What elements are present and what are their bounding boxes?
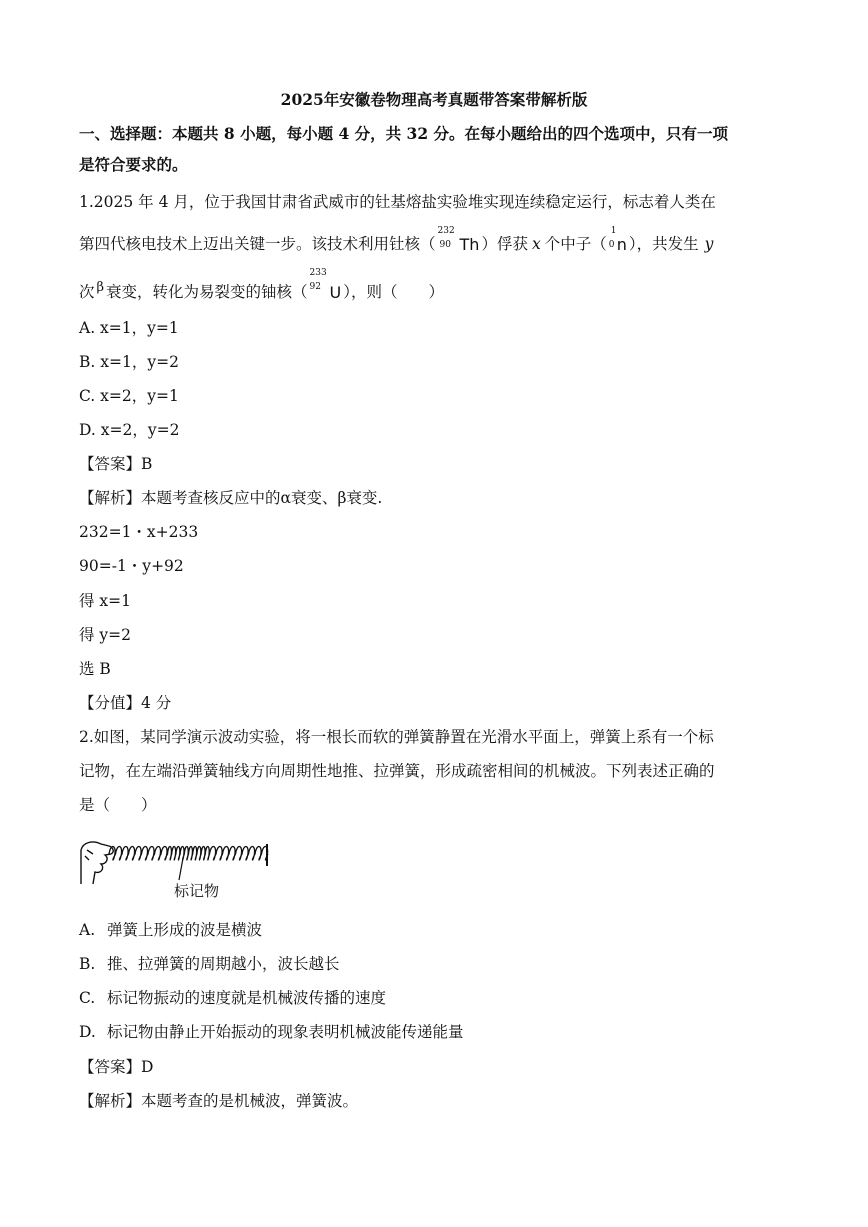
neutron-symbol: n	[616, 235, 627, 254]
q1-answer: 【答案】B	[79, 455, 153, 473]
q1-option-d: D. x=2，y=2	[79, 421, 180, 439]
neutron-charge-number: 0	[608, 240, 615, 250]
thorium-mass-number: 232	[437, 226, 455, 236]
thorium-charge-number: 90	[439, 240, 451, 250]
q2-option-d-text: 标记物由静止开始振动的现象表明机械波能传递能量	[107, 1023, 464, 1041]
q2-option-c	[79, 988, 386, 1008]
section-heading-line-1: 一、选择题：本题共 8 小题，每小题 4 分，共 32 分。在每小题给出的四个选项中，只有一项	[79, 124, 729, 143]
q1-line-3	[79, 268, 445, 304]
q1-result-x: 得 x=1	[79, 592, 132, 610]
q1-analysis: 【解析】本题考查核反应中的α衰变、β衰变.	[79, 489, 383, 507]
beta-symbol: β	[96, 280, 105, 295]
section-heading-line-2: 是符合要求的。	[79, 155, 188, 174]
q1-option-c: C. x=2，y=1	[79, 387, 179, 405]
thorium-symbol: Th	[459, 235, 480, 254]
q2-option-d	[79, 1022, 464, 1042]
q1-score: 【分值】4 分	[79, 694, 172, 712]
variable-x: x	[531, 235, 541, 253]
spring-coil	[109, 847, 268, 861]
q1-line-2	[79, 226, 714, 255]
q2-option-b-text: 推、拉弹簧的周期越小，波长越长	[107, 955, 340, 973]
q1-line-3-part-b: 衰变，转化为易裂变的铀核（	[106, 283, 308, 301]
q2-option-b-label: B.	[79, 955, 96, 973]
q1-result-y: 得 y=2	[79, 626, 132, 644]
page-title: 2025年安徽卷物理高考真题带答案带解析版	[280, 90, 588, 109]
marker-pointer-line	[179, 858, 183, 880]
marker-label: 标记物	[174, 882, 220, 900]
uranium-mass-number: 233	[309, 268, 327, 278]
q1-equation-1: 232=1・x+233	[79, 523, 199, 541]
q2-option-a-label: A.	[79, 921, 96, 939]
q1-line-2-part-c: 个中子（	[544, 235, 607, 253]
q1-line-2-part-a: 第四代核电技术上迈出关键一步。该技术利用钍核（	[79, 235, 436, 253]
variable-y: y	[704, 235, 714, 253]
q2-line-2: 记物，在左端沿弹簧轴线方向周期性地推、拉弹簧，形成疏密相间的机械波。下列表述正确的	[79, 762, 715, 780]
uranium-symbol: U	[329, 283, 342, 302]
q1-line-3-part-a: 次	[79, 283, 95, 301]
neutron-mass-number: 1	[610, 226, 617, 236]
q2-analysis: 【解析】本题考查的是机械波，弹簧波。	[79, 1092, 359, 1110]
thorium-nucleus	[437, 226, 480, 255]
q2-option-c-label: C.	[79, 989, 96, 1007]
q2-line-3: 是（ ）	[79, 796, 157, 814]
uranium-charge-number: 92	[309, 282, 321, 292]
q2-option-c-text: 标记物振动的速度就是机械波传播的速度	[107, 989, 387, 1007]
q1-option-b: B. x=1，y=2	[79, 353, 179, 371]
q1-line-1: 1.2025 年 4 月，位于我国甘肃省武威市的钍基熔盐实验堆实现连续稳定运行，标志着人类在	[79, 193, 716, 211]
neutron	[608, 226, 627, 255]
uranium-nucleus	[309, 268, 342, 303]
hand-drawing	[81, 842, 113, 884]
q2-option-b	[79, 954, 340, 974]
q1-line-3-part-c: ），则（ ）	[343, 283, 445, 301]
q1-equation-2: 90=-1・y+92	[79, 557, 184, 575]
q2-answer: 【答案】D	[79, 1058, 154, 1076]
q2-option-a	[79, 920, 262, 940]
q1-line-2-part-b: ）俘获	[481, 235, 528, 253]
q1-choice: 选 B	[79, 660, 111, 678]
q2-option-d-label: D.	[79, 1023, 96, 1041]
q2-option-a-text: 弹簧上形成的波是横波	[107, 921, 263, 939]
q2-line-1: 2.如图，某同学演示波动实验，将一根长而软的弹簧静置在光滑水平面上，弹簧上系有一个标	[79, 728, 714, 746]
q1-option-a: A. x=1，y=1	[79, 319, 179, 337]
q1-line-2-part-d: ），共发生	[628, 235, 699, 253]
